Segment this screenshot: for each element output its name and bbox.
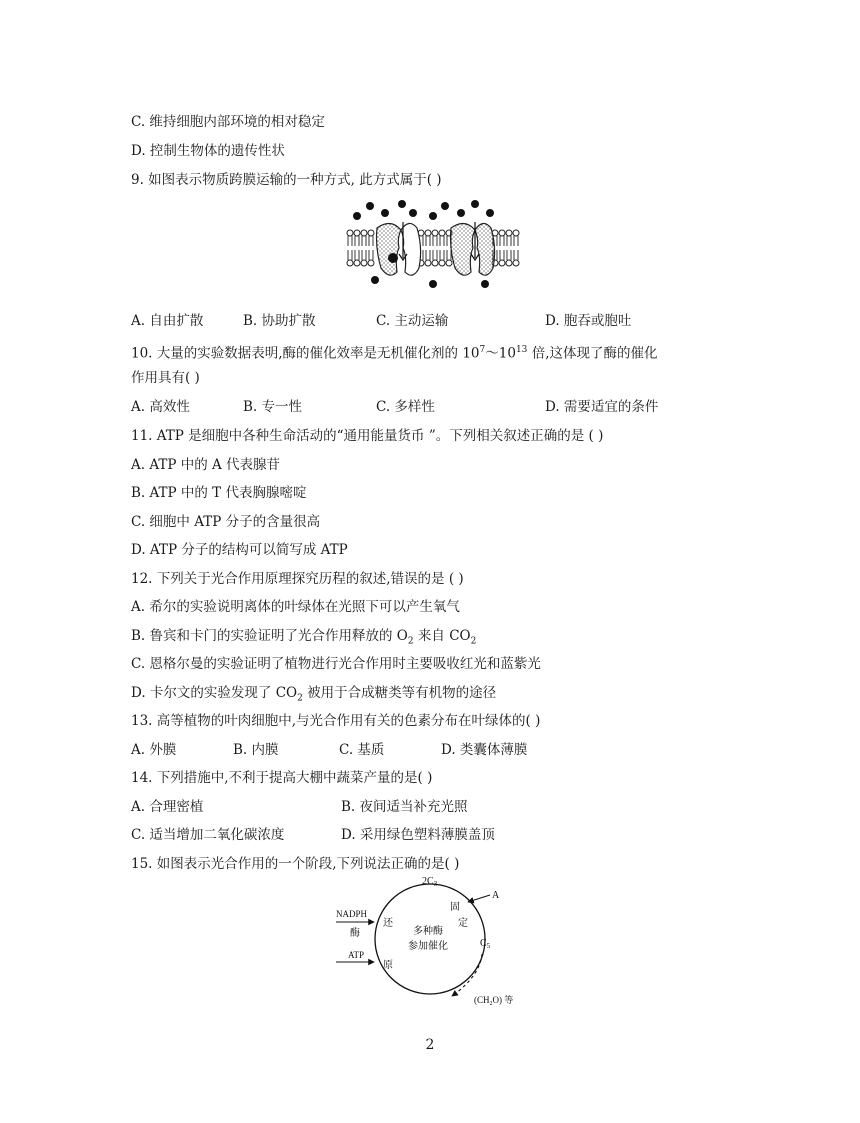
q8-option-c: C. 维持细胞内部环境的相对稳定 (131, 114, 325, 130)
q12-option-d (131, 684, 496, 708)
q9-option-b: B. 协助扩散 (243, 313, 316, 329)
q10-exp-2: 13 (515, 345, 528, 355)
q14-option-d: D. 采用绿色塑料薄膜盖顶 (341, 827, 495, 843)
q10-option-a: A. 高效性 (131, 399, 190, 415)
q13-option-a: A. 外膜 (131, 742, 177, 758)
q12d-text-a: D. 卡尔文的实验发现了 CO (131, 685, 298, 701)
diagram-nadph: NADPH (336, 909, 368, 919)
diagram-center-2: 参加催化 (408, 941, 448, 952)
q9-option-a: A. 自由扩散 (131, 313, 204, 329)
q10-option-c: C. 多样性 (376, 399, 435, 415)
q10-text-a: 10. 大量的实验数据表明,酶的催化效率是无机催化剂的 10 (131, 345, 480, 362)
q14-option-c: C. 适当增加二氧化碳浓度 (131, 827, 285, 843)
diagram-center-1: 多种酶 (413, 926, 443, 937)
q11-stem: 11. ATP 是细胞中各种生命活动的“通用能量货币 ”。下列相关叙述正确的是 ( ) (131, 428, 604, 444)
diagram-product: $(CH_2O)$ 等 (474, 995, 514, 1006)
q13-option-c: C. 基质 (339, 742, 385, 758)
diagram-a: A (492, 890, 500, 901)
q11-option-b: B. ATP 中的 T 代表胸腺嘧啶 (131, 485, 307, 501)
q12b-sub-2: 2 (470, 636, 477, 647)
q14-stem: 14. 下列措施中,不利于提高大棚中蔬菜产量的是( ) (131, 770, 433, 786)
q12d-text-b: 被用于合成糖类等有机物的途径 (302, 685, 497, 701)
q9-stem: 9. 如图表示物质跨膜运输的一种方式, 此方式属于( ) (131, 172, 442, 188)
diagram-fix-2: 定 (458, 918, 468, 929)
q8-option-d: D. 控制生物体的遗传性状 (131, 143, 285, 159)
q13-option-b: B. 内膜 (233, 742, 279, 758)
q13-stem: 13. 高等植物的叶肉细胞中,与光合作用有关的色素分布在叶绿体的( ) (131, 713, 541, 729)
q12d-sub: 2 (297, 693, 303, 704)
q14-option-b: B. 夜间适当补充光照 (341, 799, 468, 815)
diagram-c5: $C_5$ (480, 938, 491, 950)
diagram-enzyme: 酶 (350, 928, 360, 939)
membrane-transport-figure (345, 196, 520, 292)
q10-option-b: B. 专一性 (243, 399, 303, 415)
calvin-cycle-diagram (330, 876, 560, 1006)
q12-option-b (131, 627, 476, 651)
q10-exp-1: 7 (479, 345, 486, 355)
q10-stem-cont: 作用具有( ) (131, 370, 200, 386)
q13-option-d: D. 类囊体薄膜 (441, 742, 528, 758)
q11-option-a: A. ATP 中的 A 代表腺苷 (131, 457, 281, 473)
page-number: 2 (425, 1037, 435, 1053)
q9-option-c: C. 主动运输 (376, 313, 449, 329)
diagram-fix-1: 固 (450, 902, 460, 913)
q10-text-b: ～10 (485, 345, 516, 362)
q9-option-d: D. 胞吞或胞吐 (545, 313, 632, 329)
q12-option-c: C. 恩格尔曼的实验证明了植物进行光合作用时主要吸收红光和蓝紫光 (131, 656, 541, 672)
q11-option-d: D. ATP 分子的结构可以简写成 ATP (131, 542, 348, 558)
q12-stem: 12. 下列关于光合作用原理探究历程的叙述,错误的是 ( ) (131, 571, 464, 587)
q10-text-c: 倍,这体现了酶的催化 (527, 345, 658, 362)
diagram-2c3: $2C_3$ (422, 876, 438, 888)
q10-option-d: D. 需要适宜的条件 (545, 399, 659, 415)
diagram-reduce-1: 还 (383, 918, 393, 929)
diagram-atp: ATP (348, 950, 365, 960)
q12b-text-a: B. 鲁宾和卡门的实验证明了光合作用释放的 O (131, 628, 408, 644)
diagram-reduce-2: 原 (383, 960, 393, 971)
q11-option-c: C. 细胞中 ATP 分子的含量很高 (131, 514, 321, 530)
q12-option-a: A. 希尔的实验说明离体的叶绿体在光照下可以产生氧气 (131, 599, 460, 615)
q15-stem: 15. 如图表示光合作用的一个阶段,下列说法正确的是( ) (131, 856, 460, 872)
q14-option-a: A. 合理密植 (131, 799, 204, 815)
q12b-sub-1: 2 (407, 636, 414, 647)
q10-stem (131, 341, 658, 363)
q12b-text-b: 来自 CO (413, 628, 471, 644)
